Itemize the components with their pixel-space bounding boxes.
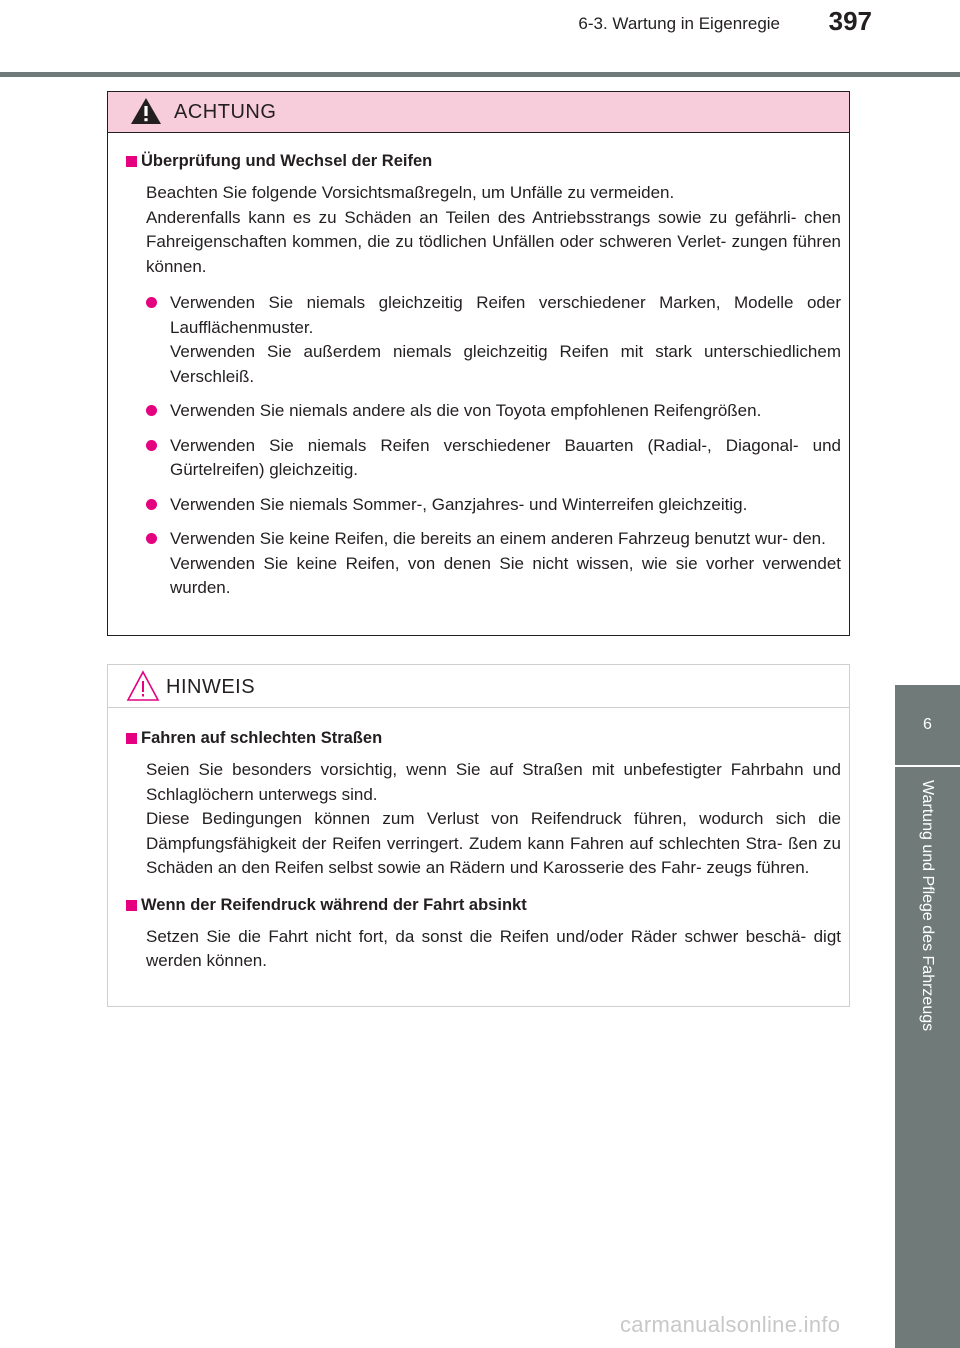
page-number: 397 <box>828 6 872 36</box>
note-paragraph: Seien Sie besonders vorsichtig, wenn Sie auf Straßen mit unbefestigter Fahrbahn und Schlaglöchern unterwegs sind. <box>146 760 841 804</box>
round-bullet-icon <box>146 499 157 510</box>
header-rule <box>0 72 960 77</box>
note-title: HINWEIS <box>166 676 256 698</box>
round-bullet-icon <box>146 440 157 451</box>
square-bullet-icon <box>126 156 137 167</box>
square-bullet-icon <box>126 733 137 744</box>
caution-triangle-icon <box>126 670 160 702</box>
note-section-title: Wenn der Reifendruck während der Fahrt absinkt <box>124 891 841 919</box>
round-bullet-icon <box>146 405 157 416</box>
warning-header <box>108 92 849 133</box>
square-bullet-icon <box>126 900 137 911</box>
warning-box <box>107 91 850 636</box>
round-bullet-icon <box>146 297 157 308</box>
list-item: Verwenden Sie niemals Reifen verschiedener Bauarten (Radial-, Diagonal- und Gürtelreifen) gleichzeitig. <box>124 434 841 483</box>
chapter-number: 6 <box>923 716 932 733</box>
list-item: Verwenden Sie niemals Sommer-, Ganzjahres- und Winterreifen gleichzeitig. <box>124 493 841 518</box>
round-bullet-icon <box>146 533 157 544</box>
list-item: Verwenden Sie niemals andere als die von Toyota empfohlenen Reifengrößen. <box>124 399 841 424</box>
warning-intro: Anderenfalls kann es zu Schäden an Teilen des Antriebsstrangs sowie zu gefährli- chen Fahreigenschaften kommen, die zu tödlichen Unfällen oder schweren Verlet- zungen führen können. <box>146 207 841 276</box>
chapter-tab[interactable] <box>895 685 960 765</box>
note-paragraph: Setzen Sie die Fahrt nicht fort, da sonst die Reifen und/oder Räder schwer beschä- digt werden können. <box>146 926 841 970</box>
list-item: Verwenden Sie niemals gleichzeitig Reifen verschiedener Marken, Modelle oder Laufflächenmuster. Verwenden Sie außerdem niemals gleichzeitig Reifen mit stark unterschiedlichem Verschleiß. <box>124 291 841 389</box>
warning-intro: Beachten Sie folgende Vorsichtsmaßregeln, um Unfälle zu vermeiden. <box>146 183 675 202</box>
chapter-label: Wartung und Pflege des Fahrzeugs <box>919 780 936 1032</box>
note-section-title: Fahren auf schlechten Straßen <box>124 724 841 752</box>
list-item: Verwenden Sie keine Reifen, die bereits an einem anderen Fahrzeug benutzt wur- den. Verwenden Sie keine Reifen, von denen Sie nicht wissen, wie sie vorher verwendet wurden. <box>124 527 841 601</box>
note-paragraph: Diese Bedingungen können zum Verlust von Reifendruck führen, wodurch sich die Dämpfungsfähigkeit der Reifen verringert. Zudem kann Fahren auf schlechten Stra- ßen zu Schäden an den Reifen selbst sowie an Rädern und Karosserie des Fahr- zeugs führen. <box>146 809 841 877</box>
section-title: 6-3. Wartung in Eigenregie <box>578 14 780 33</box>
warning-title: ACHTUNG <box>174 101 277 123</box>
warning-triangle-icon <box>130 96 162 126</box>
note-header <box>108 665 849 708</box>
watermark-logo: carmanualsonline.info <box>620 1312 841 1337</box>
warning-section-title: Überprüfung und Wechsel der Reifen <box>124 147 841 175</box>
note-box <box>107 664 850 1007</box>
